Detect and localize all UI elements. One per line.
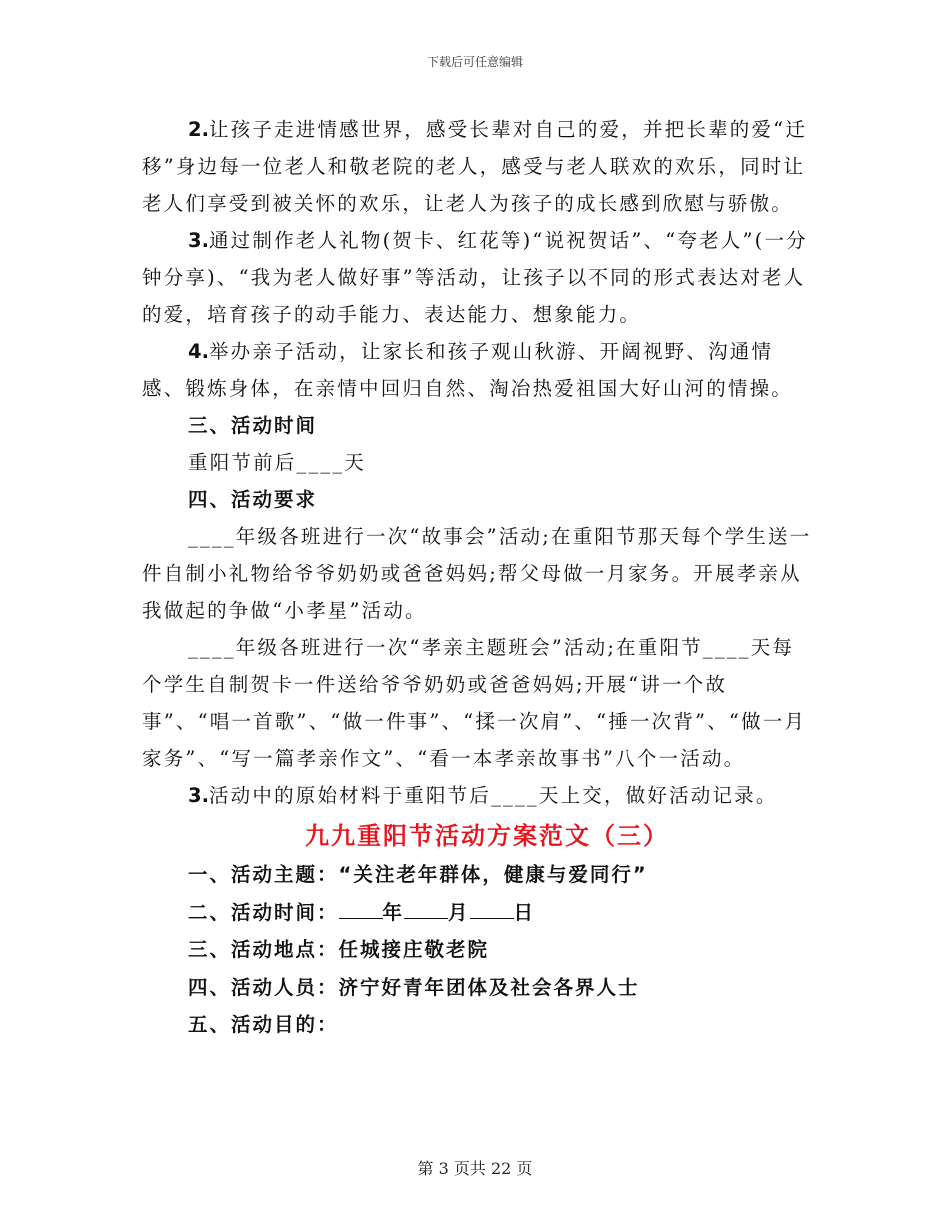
paragraph-text: 举办亲子活动，让家长和孩子观山秋游、开阔视野、沟通情感、锻炼身体，在亲情中回归自然、淘冶热爱祖国大好山河的情操。	[142, 340, 794, 400]
section-heading-time: 三、活动时间	[188, 414, 318, 437]
item-time	[142, 894, 814, 932]
blank-line	[404, 902, 448, 919]
blank-line	[470, 902, 514, 919]
section-time-text: 重阳节前后____天	[188, 451, 367, 474]
requirement-1: ____年级各班进行一次“故事会”活动;在重阳节那天每个学生送一件自制小礼物给爷爷奶奶或爸爸妈妈;帮父母做一月家务。开展孝亲从我做起的争做“小孝星”活动。	[142, 525, 812, 622]
page-footer: 第 3 页共 22 页	[417, 1159, 533, 1178]
month-label: 月	[448, 900, 470, 924]
document-title: 九九重阳节活动方案范文（三）	[305, 822, 669, 850]
item-theme: 一、活动主题：“关注老年群体，健康与爱同行”	[188, 863, 648, 886]
item-time-label: 二、活动时间：	[188, 900, 339, 924]
paragraph-text: 活动中的原始材料于重阳节后____天上交，做好活动记录。	[208, 784, 778, 807]
paragraph-goal-2	[142, 111, 814, 222]
document-body	[142, 111, 814, 1044]
page-header: 下载后可任意编辑	[426, 55, 523, 69]
year-label: 年	[382, 900, 405, 924]
day-label: 日	[513, 900, 536, 924]
paragraph-goal-4	[142, 333, 814, 407]
paragraph-goal-3	[142, 222, 814, 333]
list-number: 2.	[188, 118, 209, 141]
list-number: 3.	[188, 229, 209, 252]
paragraph-text: 通过制作老人礼物(贺卡、红花等)“说祝贺话”、“夸老人”(一分钟分享)、“我为老人做好事”等活动，让孩子以不同的形式表达对老人的爱，培育孩子的动手能力、表达能力、想象能力。	[142, 229, 808, 326]
list-number: 4.	[188, 340, 209, 363]
list-number: 3.	[188, 784, 209, 807]
item-purpose: 五、活动目的：	[188, 1013, 339, 1036]
blank-line	[339, 902, 383, 919]
requirement-2: ____年级各班进行一次“孝亲主题班会”活动;在重阳节____天每个学生自制贺卡一件送给爷爷奶奶或爸爸妈妈;开展“讲一个故事”、“唱一首歌”、“做一件事”、“揉一次肩”、“捶一次背”、“做一月家务”、“写一篇孝亲作文”、“看一本孝亲故事书”八个一活动。	[142, 636, 807, 770]
section-heading-requirements: 四、活动要求	[188, 488, 318, 511]
requirement-3	[142, 777, 814, 814]
item-location: 三、活动地点：任城接庄敬老院	[188, 938, 490, 961]
item-participants: 四、活动人员：济宁好青年团体及社会各界人士	[188, 975, 640, 999]
paragraph-text: 让孩子走进情感世界，感受长辈对自己的爱，并把长辈的爱“迁移”身边每一位老人和敬老院的老人，感受与老人联欢的欢乐，同时让老人们享受到被关怀的欢乐，让老人为孩子的成长感到欣慰与骄傲。	[142, 118, 808, 215]
